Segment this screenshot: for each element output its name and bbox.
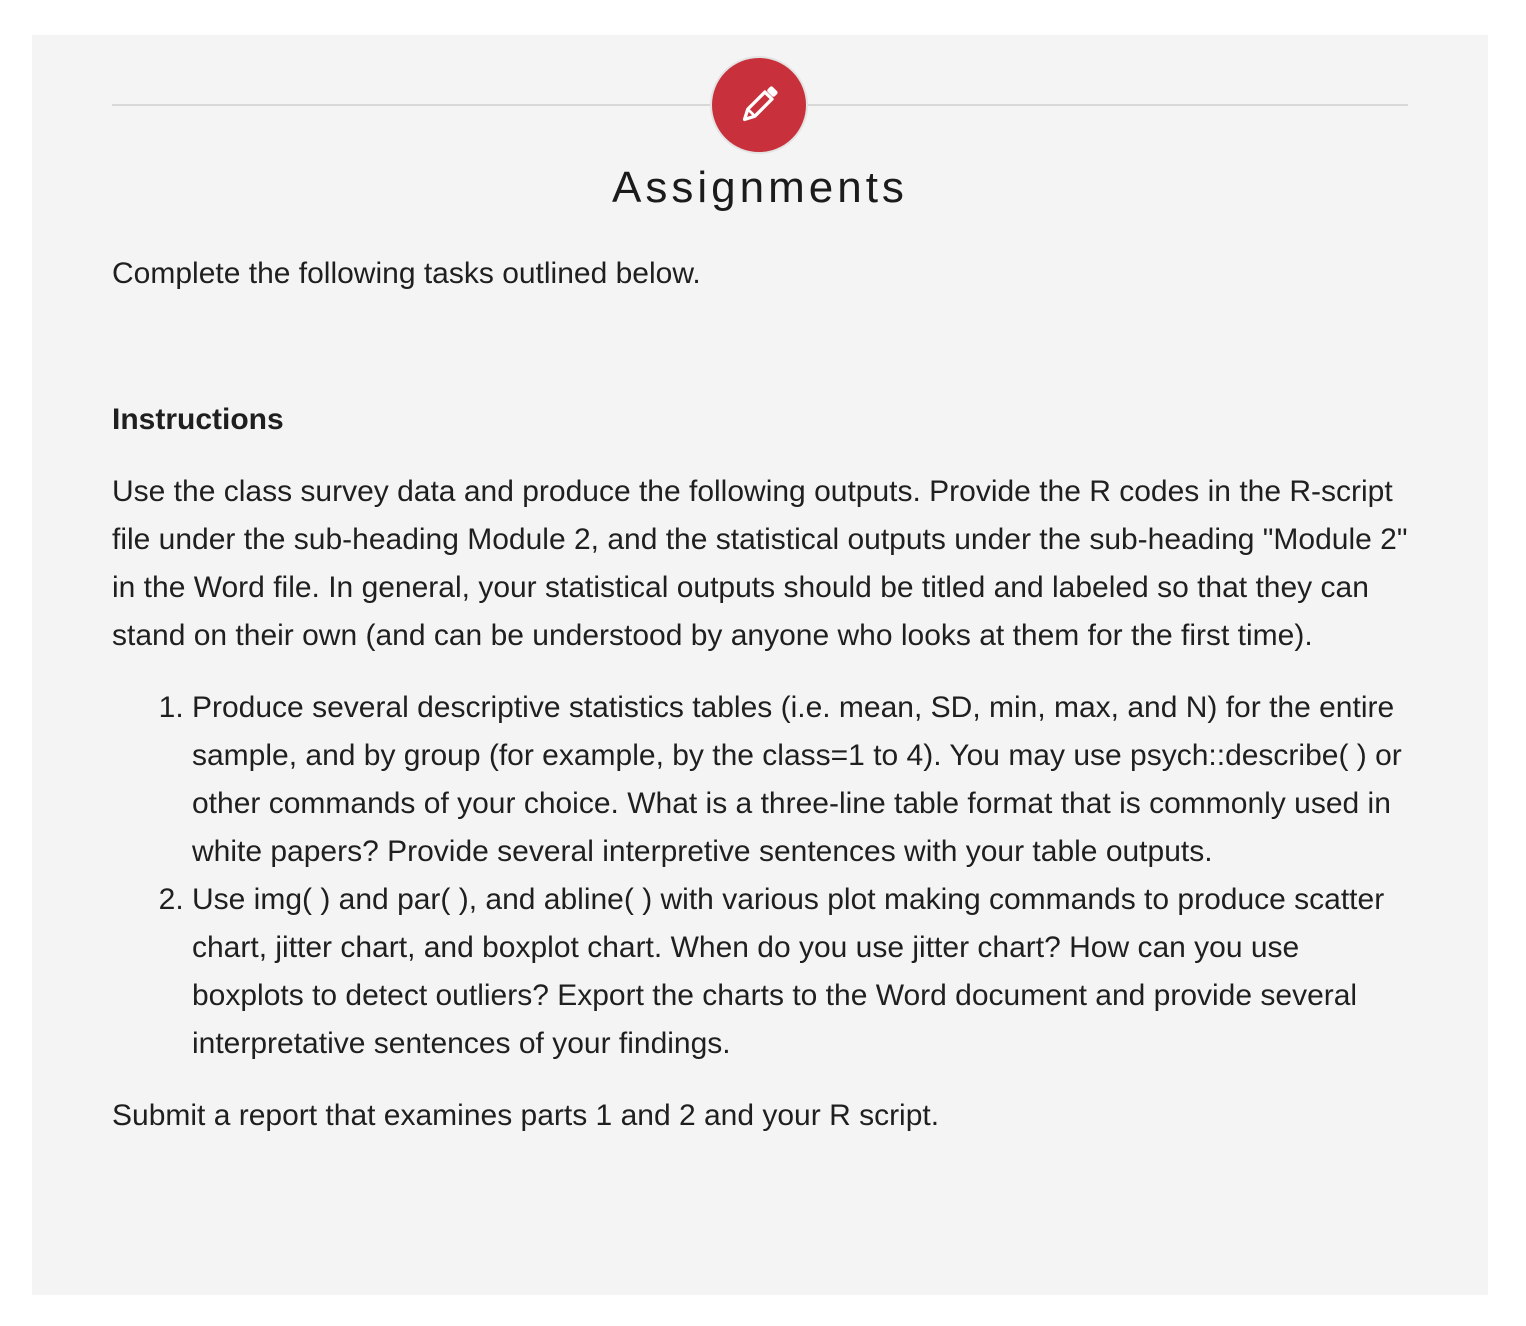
- instructions-paragraph: Use the class survey data and produce the following outputs. Provide the R codes in the R-script file under the sub-heading Module 2, and the statistical outputs under the sub-heading "Module 2" in the Word file. In general, your statistical outputs should be titled and labeled so that they can stand on their own (and can be understood by anyone who looks at them for the first time).: [112, 475, 1408, 652]
- intro-text: Complete the following tasks outlined below.: [112, 257, 701, 290]
- page-title: Assignments: [612, 163, 908, 212]
- task-item: 2. Use img( ) and par( ), and abline( ) with various plot making commands to produce scatter chart, jitter chart, and boxplot chart. When do you use jitter chart? How can you use boxplots to detect outliers? Export the charts to the Word document and provide several interpretative sentences of your findings.: [192, 876, 1412, 1068]
- closing-text: Submit a report that examines parts 1 and 2 and your R script.: [112, 1099, 940, 1132]
- assignment-badge: [710, 56, 808, 154]
- assignment-content: [112, 250, 1412, 1140]
- task-item: 1. Produce several descriptive statistics tables (i.e. mean, SD, min, max, and N) for the entire sample, and by group (for example, by the class=1 to 4). You may use psych::describe( ) or other commands of your choice. What is a three-line table format that is commonly used in white papers? Provide several interpretive sentences with your table outputs.: [192, 684, 1412, 876]
- instructions-heading: Instructions: [112, 403, 284, 436]
- task-list: [112, 684, 1412, 1068]
- assignment-panel: [32, 35, 1488, 1295]
- pencil-icon: [734, 80, 784, 130]
